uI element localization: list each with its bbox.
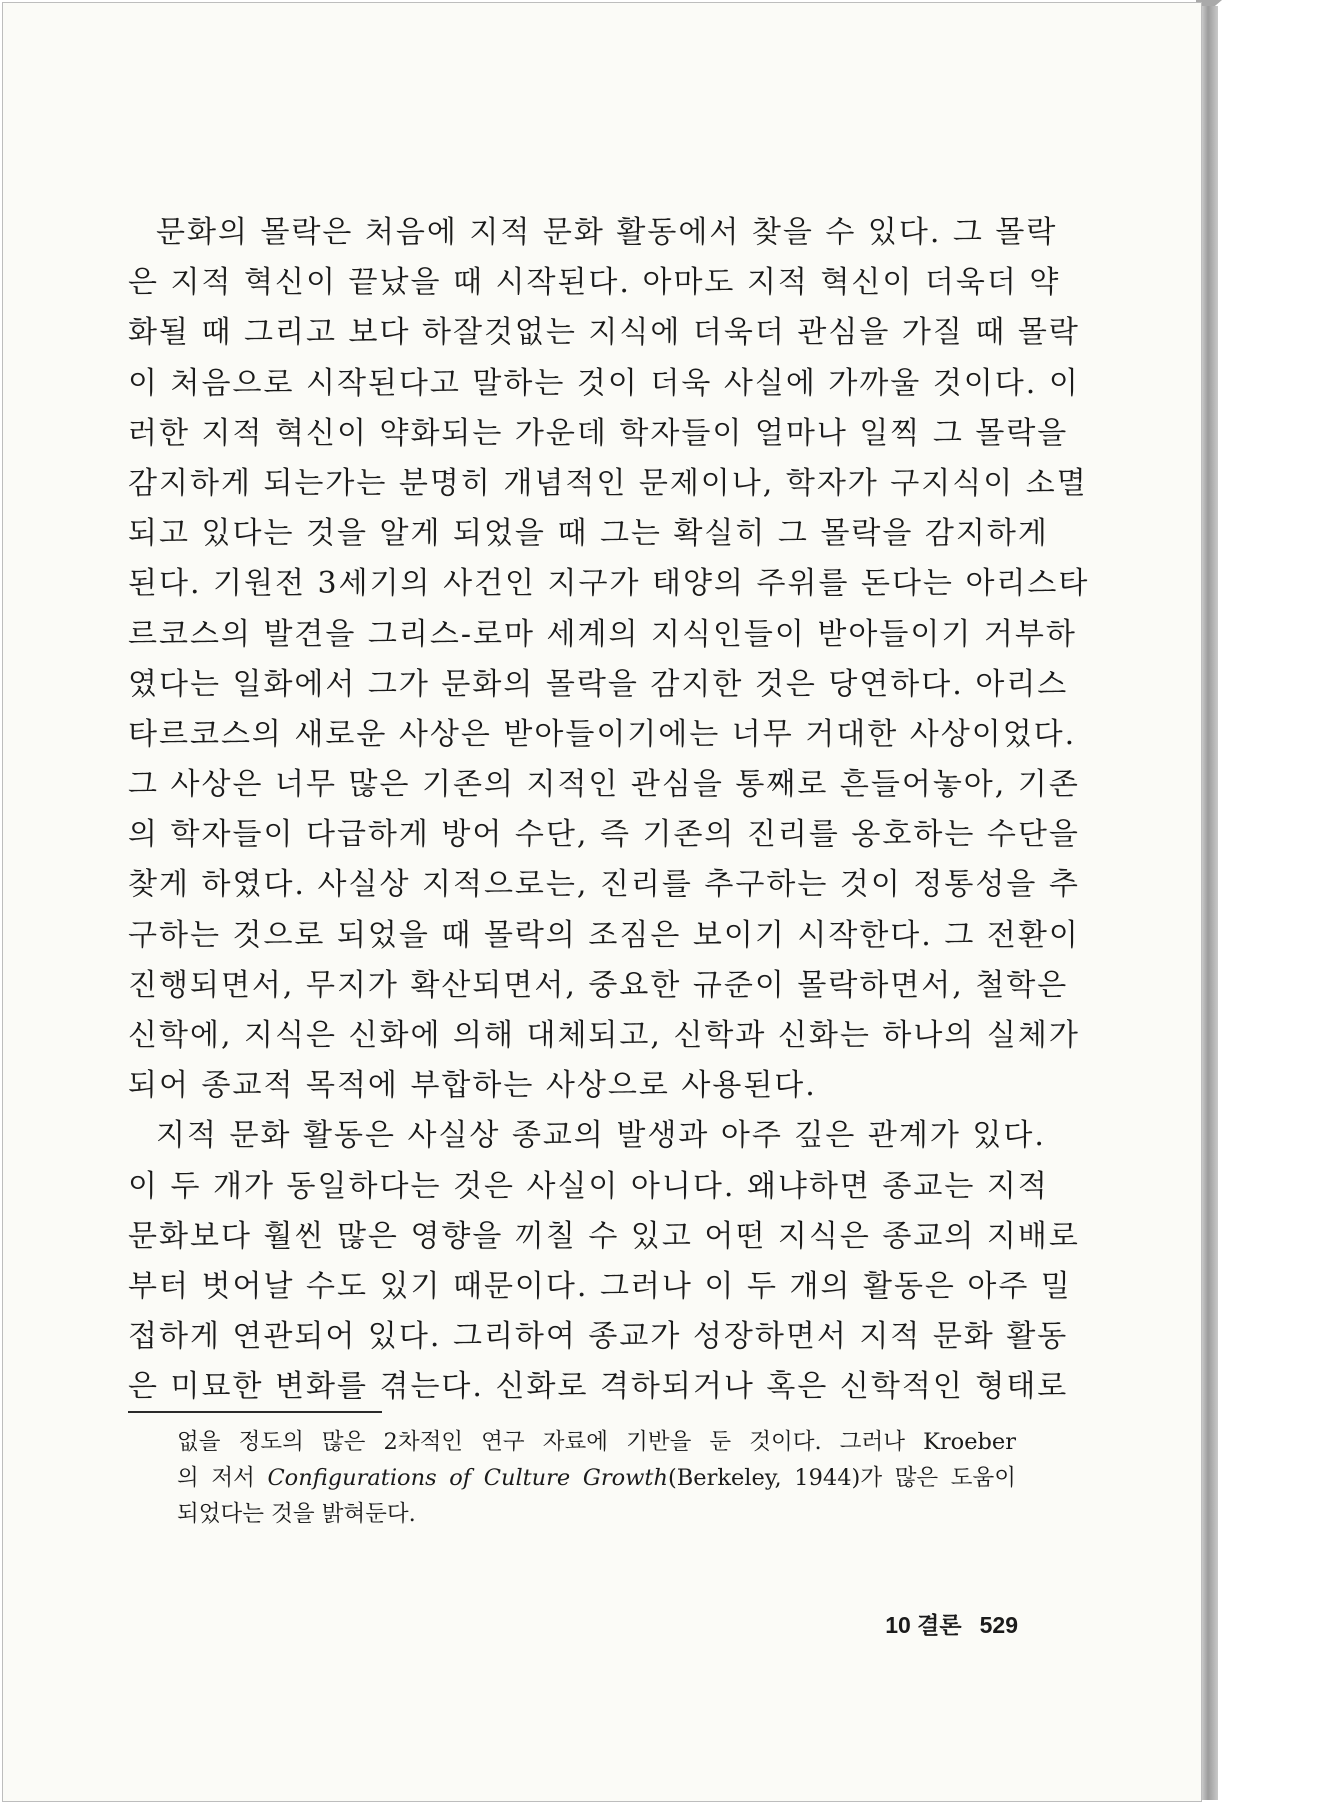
text-line: 감지하게 되는가는 분명히 개념적인 문제이나, 학자가 구지식이 소멸 (128, 465, 1088, 501)
footnote-text: 의 저서 (177, 1465, 268, 1491)
footnote-line: 없을 정도의 많은 2차적인 연구 자료에 기반을 둔 것이다. 그러나 Kroeber (177, 1429, 1016, 1455)
text-line: 문화보다 훨씬 많은 영향을 끼칠 수 있고 어떤 지식은 종교의 지배로 (128, 1218, 1080, 1254)
text-line: 이 처음으로 시작된다고 말하는 것이 더욱 사실에 가까울 것이다. 이 (128, 365, 1080, 401)
text-line: 이 두 개가 동일하다는 것은 사실이 아니다. 왜냐하면 종교는 지적 (128, 1168, 1049, 1204)
running-footer (860, 1607, 1018, 1640)
text-line: 은 지적 혁신이 끝났을 때 시작된다. 아마도 지적 혁신이 더욱더 약 (128, 265, 1061, 301)
footnote-line: 되었다는 것을 밝혀둔다. (177, 1501, 416, 1527)
page-number: 529 (979, 1612, 1018, 1638)
footnote-rule (128, 1411, 382, 1413)
page-edge (1200, 6, 1218, 1800)
text-line: 되어 종교적 목적에 부합하는 사상으로 사용된다. (128, 1068, 817, 1104)
text-line: 은 미묘한 변화를 겪는다. 신화로 격하되거나 혹은 신학적인 형태로 (128, 1369, 1069, 1405)
text-line: 타르코스의 새로운 사상은 받아들이기에는 너무 거대한 사상이었다. (128, 716, 1077, 752)
footnote-text: (Berkeley, 1944)가 많은 도움이 (667, 1465, 1017, 1491)
text-line: 부터 벗어날 수도 있기 때문이다. 그러나 이 두 개의 활동은 아주 밀 (128, 1268, 1072, 1304)
text-line: 그 사상은 너무 많은 기존의 지적인 관심을 통째로 흔들어놓아, 기존 (128, 767, 1080, 803)
text-line: 된다. 기원전 3세기의 사건인 지구가 태양의 주위를 돈다는 아리스타 (128, 566, 1090, 602)
body-text (128, 208, 1090, 1413)
text-line: 의 학자들이 다급하게 방어 수단, 즉 기존의 진리를 옹호하는 수단을 (128, 817, 1080, 853)
text-line: 되고 있다는 것을 알게 되었을 때 그는 확실히 그 몰락을 감지하게 (128, 516, 1049, 552)
text-line: 화될 때 그리고 보다 하잘것없는 지식에 더욱더 관심을 가질 때 몰락 (128, 315, 1080, 351)
text-line: 진행되면서, 무지가 확산되면서, 중요한 규준이 몰락하면서, 철학은 (128, 967, 1069, 1003)
chapter-label: 10 결론 (885, 1612, 962, 1638)
text-line: 러한 지적 혁신이 약화되는 가운데 학자들이 얼마나 일찍 그 몰락을 (128, 415, 1069, 451)
footnote (177, 1424, 1016, 1532)
text-line: 구하는 것으로 되었을 때 몰락의 조짐은 보이기 시작한다. 그 전환이 (128, 917, 1080, 953)
text-line: 르코스의 발견을 그리스-로마 세계의 지식인들이 받아들이기 거부하 (128, 616, 1077, 652)
text-line: 신학에, 지식은 신화에 의해 대체되고, 신학과 신화는 하나의 실체가 (128, 1018, 1080, 1053)
book-title: Configurations of Culture Growth (267, 1465, 668, 1491)
text-line: 문화의 몰락은 처음에 지적 문화 활동에서 찾을 수 있다. 그 몰락 (156, 215, 1058, 250)
text-line: 찾게 하였다. 사실상 지적으로는, 진리를 추구하는 것이 정통성을 추 (128, 867, 1080, 903)
text-line: 지적 문화 활동은 사실상 종교의 발생과 아주 깊은 관계가 있다. (156, 1118, 1046, 1154)
text-line: 였다는 일화에서 그가 문화의 몰락을 감지한 것은 당연하다. 아리스 (128, 666, 1069, 702)
footnote-line (177, 1460, 1016, 1496)
text-line: 접하게 연관되어 있다. 그리하여 종교가 성장하면서 지적 문화 활동 (128, 1319, 1069, 1355)
